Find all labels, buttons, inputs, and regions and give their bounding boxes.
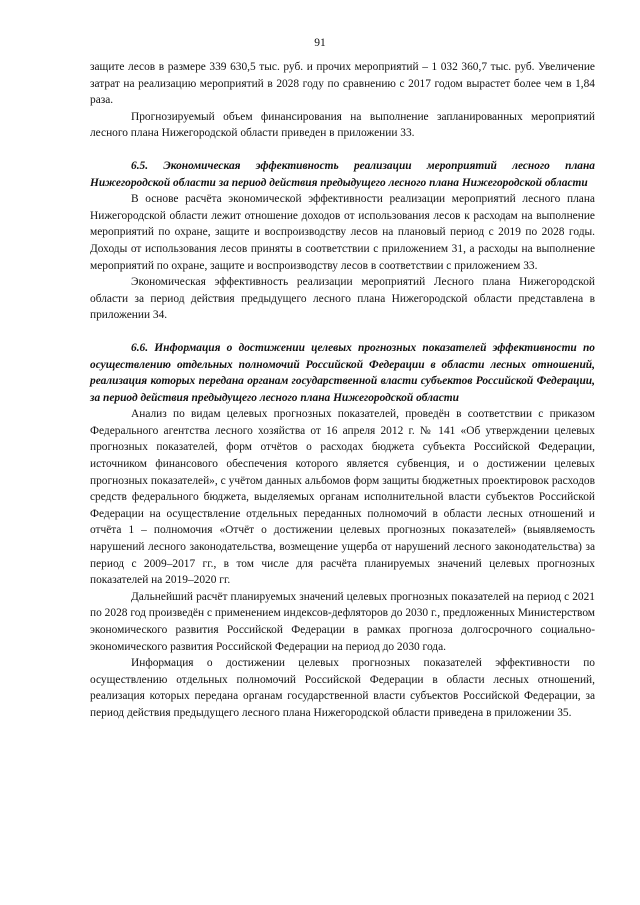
paragraph: защите лесов в размере 339 630,5 тыс. руб. и прочих мероприятий – 1 032 360,7 тыс. руб. Увеличение затрат на реализацию мероприятий в 2028 году по сравнению с 2017 годом вырастет более чем в 1,84 раза. [90, 61, 595, 107]
paragraph: Прогнозируемый объем финансирования на выполнение запланированных мероприятий лесного плана Нижегородской области приведен в приложении 33. [90, 110, 595, 140]
paragraph: Дальнейший расчёт планируемых значений целевых прогнозных показателей на период с 2021 по 2028 год произведён с применением индексов-дефляторов до 2030 г., предложенных Министерством экономического развития Российской Федерации в рамках прогноза долгосрочного социально-экономического развития Российской Федерации на период до 2030 года. [90, 590, 595, 653]
paragraph: Анализ по видам целевых прогнозных показателей, проведён в соответствии с приказом Федерального агентства лесного хозяйства от 16 апреля 2012 г. № 141 «Об утверждении целевых прогнозных показателей, форм отчётов о расходах бюджета субъекта Российской Федерации, источником финансового обеспечения которого является субвенция, и о достижении целевых прогнозных показателей», с учётом данных альбомов форм защиты бюджетных проектировок расходов средств федерального бюджета, выделяемых органам исполнительной власти субъектов Российской Федерации на осуществление отдельных переданных полномочий в области лесных отношений и отчёта 1 – полномочия «Отчёт о достижении целевых прогнозных показателей» (выявляемость нарушений лесного законодательства, возмещение ущерба от нарушений лесного законодательства) за период с 2009–2017 гг., в том числе для расчёта планируемых значений целевых прогнозных показателей на 2019–2020 гг. [90, 408, 595, 587]
paragraph: В основе расчёта экономической эффективности реализации мероприятий лесного плана Нижегородской области лежит отношение доходов от использования лесов к расходам на выполнение мероприятий по охране, защите и воспроизводству лесов на плановый период с 2019 по 2028 годы. Доходы от использования лесов приняты в соответствии с приложением 31, а расходы на выполнение мероприятий по охране, защите и воспроизводству лесов в соответствии с приложением 33. [90, 193, 595, 272]
paragraph: Экономическая эффективность реализации мероприятий Лесного плана Нижегородской области за период действия предыдущего лесного плана Нижегородской области представлена в приложении 34. [90, 276, 595, 322]
paragraph: Информация о достижении целевых прогнозных показателей эффективности по осуществлению отдельных полномочий Российской Федерации в области лесных отношений, реализация которых передана органам государственной власти субъектов Российской Федерации, за период действия предыдущего лесного плана Нижегородской области приведена в приложении 35. [90, 657, 595, 719]
section-heading-6-6: 6.6. Информация о достижении целевых прогнозных показателей эффективности по осуществлению отдельных полномочий Российской Федерации в области лесных отношений, реализация которых передана органам государственной власти субъектов Российской Федерации, за период действия предыдущего лесного плана Нижегородской области [90, 341, 595, 404]
document-body [90, 59, 595, 722]
section-heading-6-5: 6.5. Экономическая эффективность реализации мероприятий лесного плана Нижегородской области за период действия предыдущего лесного плана Нижегородской области [90, 159, 595, 189]
page-number: 91 [314, 37, 326, 49]
